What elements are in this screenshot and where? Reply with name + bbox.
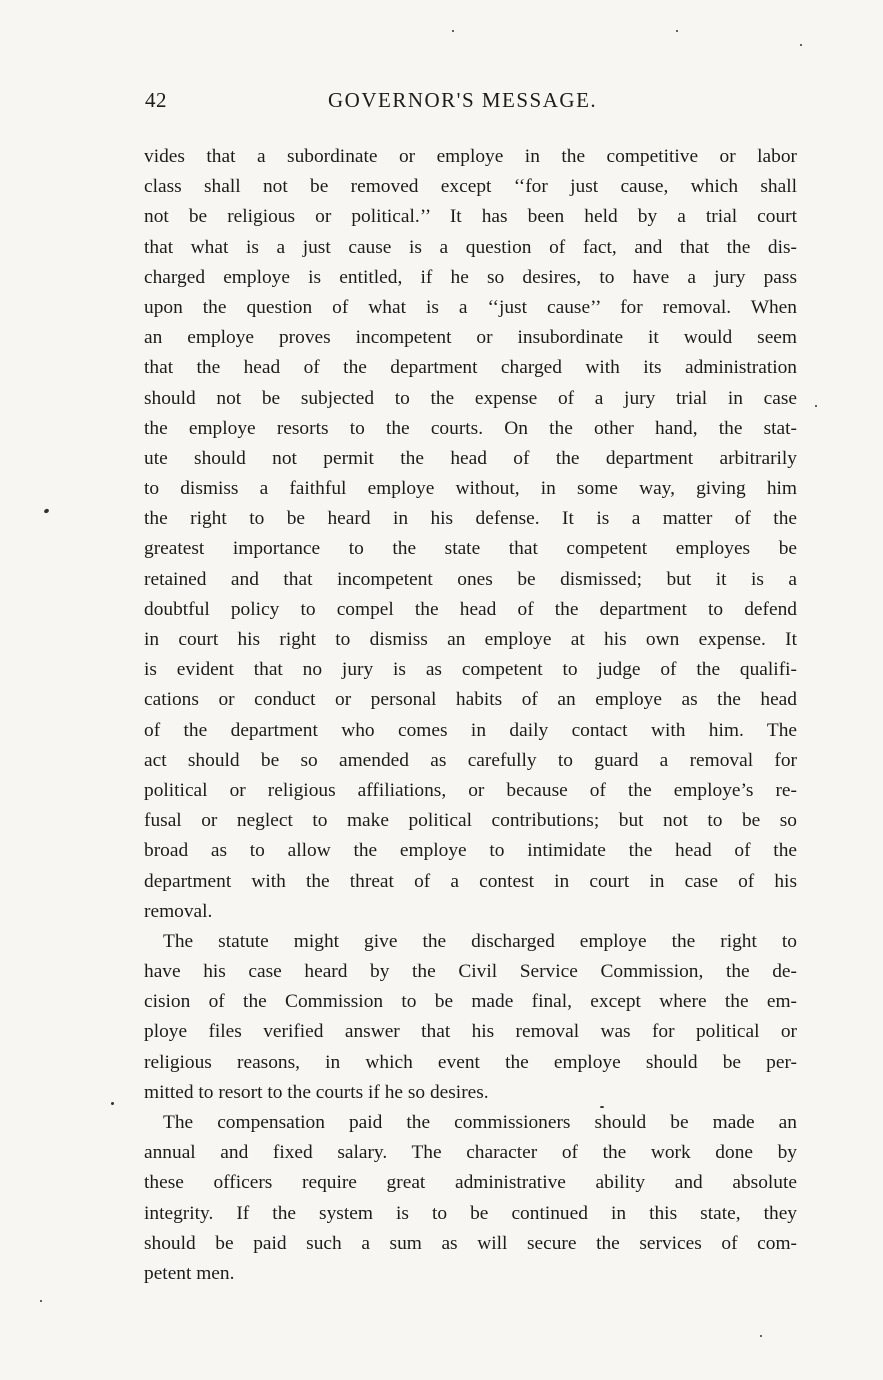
text-line: charged employe is entitled, if he so desires, to have a jury pass	[144, 266, 797, 288]
scan-speck	[760, 1335, 762, 1337]
text-line: is evident that no jury is as competent to judge of the qualifi-	[144, 659, 797, 681]
running-head: GOVERNOR'S MESSAGE.	[328, 88, 598, 112]
text-line: ploye files verified answer that his removal was for political or	[144, 1021, 797, 1043]
text-line: political or religious affiliations, or because of the employe’s re-	[144, 779, 797, 801]
text-line: class shall not be removed except ‘‘for just cause, which shall	[144, 176, 797, 198]
text-line: religious reasons, in which event the employe should be per-	[144, 1051, 797, 1073]
scan-speck	[40, 1300, 42, 1302]
text-line: that what is a just cause is a question of fact, and that the dis-	[144, 236, 797, 258]
text-line: have his case heard by the Civil Service Commission, the de-	[144, 961, 797, 983]
text-line: retained and that incompetent ones be dismissed; but it is a	[144, 568, 797, 590]
text-line: integrity. If the system is to be continued in this state, they	[144, 1202, 797, 1224]
scan-speck	[600, 1106, 604, 1108]
text-line: broad as to allow the employe to intimidate the head of the	[144, 840, 797, 862]
text-line: the right to be heard in his defense. It is a matter of the	[144, 508, 797, 530]
scan-speck	[452, 30, 454, 32]
text-line: removal.	[144, 900, 213, 922]
text-line: these officers require great administrative ability and absolute	[144, 1172, 797, 1194]
text-line: department with the threat of a contest in court in case of his	[144, 870, 797, 892]
page-header	[145, 88, 795, 118]
page-number: 42	[145, 88, 167, 112]
text-line: ute should not permit the head of the department arbitrarily	[144, 447, 797, 469]
scan-speck	[43, 508, 49, 514]
text-line: doubtful policy to compel the head of the department to defend	[144, 598, 797, 620]
paragraph-2	[144, 927, 797, 1108]
scan-speck	[676, 30, 678, 32]
text-line: petent men.	[144, 1262, 235, 1284]
text-line: act should be so amended as carefully to guard a removal for	[144, 749, 797, 771]
text-line: of the department who comes in daily contact with him. The	[144, 719, 797, 741]
text-line: greatest importance to the state that competent employes be	[144, 538, 797, 560]
text-line: should be paid such a sum as will secure the services of com-	[144, 1232, 797, 1254]
text-line: cision of the Commission to be made final, except where the em-	[144, 991, 797, 1013]
text-line: fusal or neglect to make political contributions; but not to be so	[144, 810, 797, 832]
body-text	[144, 142, 797, 1289]
text-line: The compensation paid the commissioners should be made an	[163, 1112, 797, 1133]
scan-speck	[815, 405, 817, 407]
text-line: The statute might give the discharged employe the right to	[163, 930, 797, 952]
text-line: that the head of the department charged with its administration	[144, 357, 797, 379]
text-line: annual and fixed salary. The character of the work done by	[144, 1142, 797, 1164]
text-line: vides that a subordinate or employe in the competitive or labor	[144, 146, 797, 167]
text-line: the employe resorts to the courts. On the other hand, the stat-	[144, 417, 797, 439]
text-line: an employe proves incompetent or insubordinate it would seem	[144, 327, 797, 349]
text-line: should not be subjected to the expense of a jury trial in case	[144, 387, 797, 409]
text-line: not be religious or political.’’ It has been held by a trial court	[144, 206, 797, 228]
scan-speck	[111, 1102, 114, 1105]
text-line: in court his right to dismiss an employe at his own expense. It	[144, 629, 797, 650]
text-line: to dismiss a faithful employe without, in some way, giving him	[144, 478, 797, 500]
scan-speck	[800, 44, 802, 46]
paragraph-3	[144, 1108, 797, 1289]
text-line: cations or conduct or personal habits of an employe as the head	[144, 689, 797, 711]
text-line: upon the question of what is a ‘‘just cause’’ for removal. When	[144, 296, 797, 318]
paragraph-1	[144, 142, 797, 927]
text-line: mitted to resort to the courts if he so desires.	[144, 1081, 489, 1103]
